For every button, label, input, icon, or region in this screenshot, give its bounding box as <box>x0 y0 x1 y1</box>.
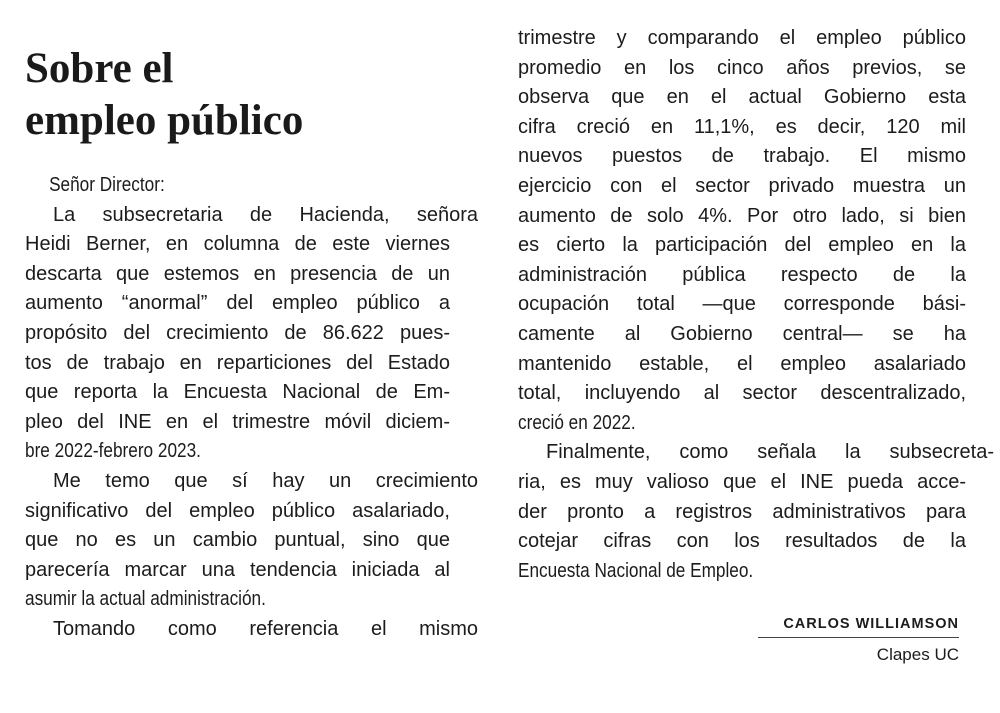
author-institution: Clapes UC <box>876 645 959 664</box>
text-line: ejercicio con el sector privado muestra un <box>518 174 966 197</box>
text-line: Heidi Berner, en columna de este viernes <box>25 233 450 256</box>
text-line: mantenido estable, el empleo asalariado <box>518 352 966 375</box>
text-line: aumento “anormal” del empleo público a <box>25 292 450 315</box>
headline <box>25 43 445 147</box>
text-line: descarta que estemos en presencia de un <box>25 262 450 285</box>
text-line: propósito del crecimiento de 86.622 pues- <box>25 321 450 344</box>
text-line: tos de trabajo en reparticiones del Estado <box>25 351 450 374</box>
text-line: Finalmente, como señala la subsecreta- <box>546 441 994 464</box>
text-line: aumento de solo 4%. Por otro lado, si bien <box>518 204 966 227</box>
text-line: cotejar cifras con los resultados de la <box>518 530 966 553</box>
text-line: nuevos puestos de trabajo. El mismo <box>518 145 966 168</box>
signature-rule <box>758 637 959 638</box>
left-column <box>25 171 478 645</box>
text-line: camente al Gobierno central— se ha <box>518 322 966 345</box>
text-line: promedio en los cinco años previos, se <box>518 56 966 79</box>
text-line: ocupación total —que corresponde bási- <box>518 293 966 316</box>
text-line: Encuesta Nacional de Empleo. <box>518 559 754 582</box>
text-line: que no es un cambio puntual, sino que <box>25 529 450 552</box>
text-line: pleo del INE en el trimestre móvil diciem- <box>25 410 450 433</box>
text-line: asumir la actual administración. <box>25 588 266 611</box>
right-column <box>518 24 994 586</box>
text-line: administración pública respecto de la <box>518 263 966 286</box>
text-line: La subsecretaria de Hacienda, señora <box>53 203 478 226</box>
text-line: der pronto a registros administrativos para <box>518 500 966 523</box>
text-line: Me temo que sí hay un crecimiento <box>53 469 478 492</box>
text-line: ria, es muy valioso que el INE pueda acce- <box>518 470 966 493</box>
text-line: total, incluyendo al sector descentralizado, <box>518 382 966 405</box>
text-line: Señor Director: <box>49 174 165 196</box>
text-line: que reporta la Encuesta Nacional de Em- <box>25 381 450 404</box>
text-line: creció en 2022. <box>518 411 636 434</box>
text-line: significativo del empleo público asalariado, <box>25 499 450 522</box>
text-line: trimestre y comparando el empleo público <box>518 27 966 49</box>
author-name: CARLOS WILLIAMSON <box>783 616 959 632</box>
text-line: bre 2022-febrero 2023. <box>25 440 201 463</box>
headline-line-1: Sobre el <box>25 44 174 92</box>
text-line: observa que en el actual Gobierno esta <box>518 86 966 109</box>
text-line: parecería marcar una tendencia iniciada al <box>25 558 450 581</box>
text-line: cifra creció en 11,1%, es decir, 120 mil <box>518 115 966 138</box>
headline-line-2: empleo público <box>25 96 304 144</box>
text-line: es cierto la participación del empleo en la <box>518 234 966 257</box>
text-line: Tomando como referencia el mismo <box>53 617 478 640</box>
